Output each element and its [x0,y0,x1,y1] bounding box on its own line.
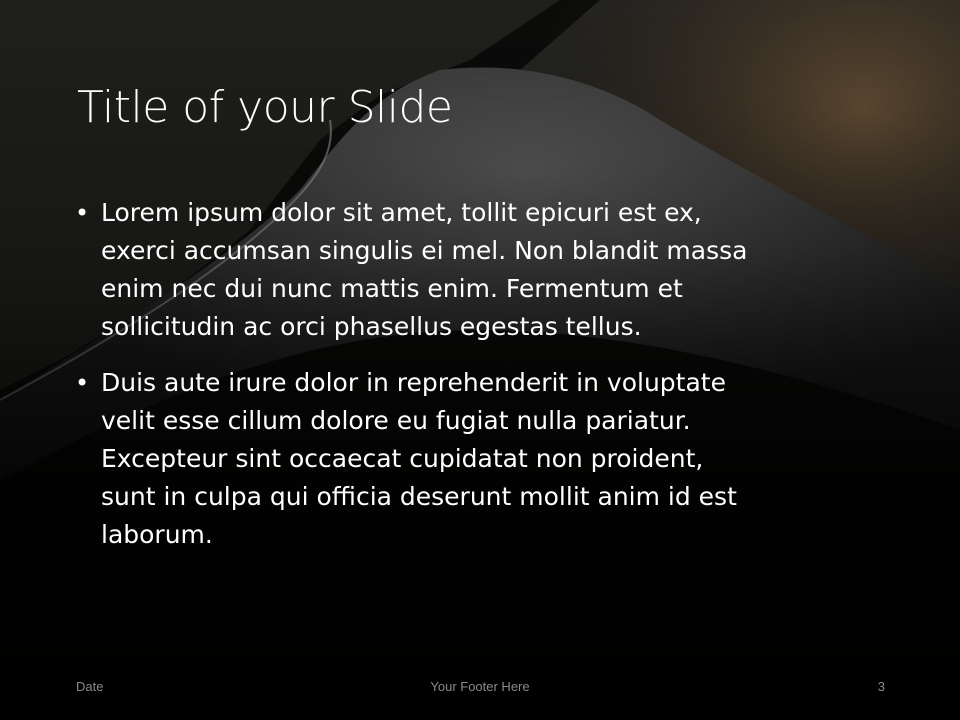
slide-title: Title of your Slide [77,82,453,133]
bullet-item [75,364,885,554]
bullet-list [75,194,885,572]
bullet-text-line: laborum. [101,520,213,549]
bullet-icon: • [75,369,90,397]
bullet-text-line: exerci accumsan singulis ei mel. Non blandit massa [101,236,748,265]
page-number: 3 [877,679,885,694]
bullet-text-line: Lorem ipsum dolor sit amet, tollit epicuri est ex, [101,198,702,227]
bullet-text-line: sollicitudin ac orci phasellus egestas tellus. [101,312,642,341]
bullet-text-line: Duis aute irure dolor in reprehenderit in voluptate [101,368,726,397]
footer-text: Your Footer Here [430,679,530,694]
bullet-text-line: velit esse cillum dolore eu fugiat nulla pariatur. [101,406,691,435]
bullet-text-line: Excepteur sint occaecat cupidatat non proident, [101,444,704,473]
bullet-item [75,194,885,346]
bullet-icon: • [75,199,90,227]
bullet-text-line: enim nec dui nunc mattis enim. Fermentum et [101,274,683,303]
footer-date: Date [76,679,104,694]
bullet-text-line: sunt in culpa qui officia deserunt mollit anim id est [101,482,737,511]
